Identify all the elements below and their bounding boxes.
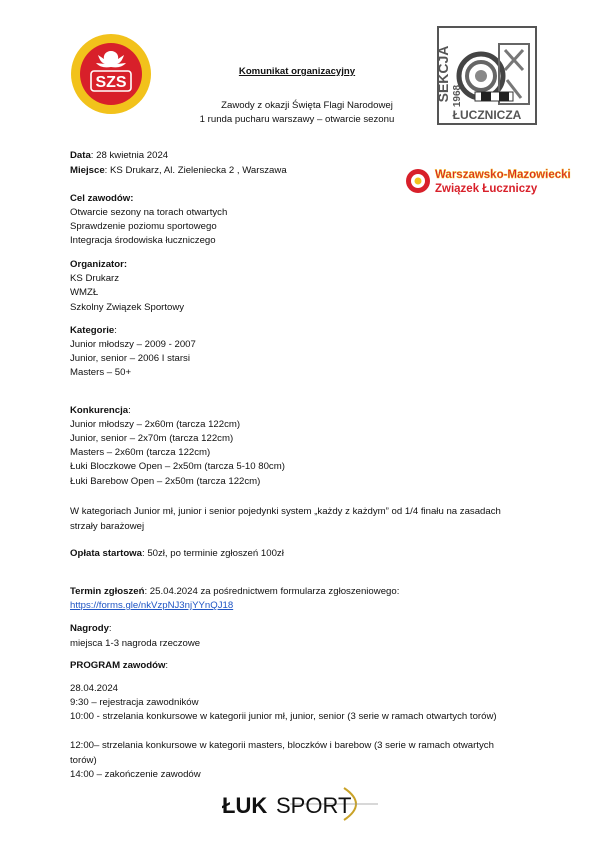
konkurencja-item: Junior młodszy – 2x60m (tarcza 122cm) <box>70 419 241 430</box>
konkurencja-heading <box>70 404 131 419</box>
wmzl-logo <box>405 165 575 197</box>
luksport-sport: SPORT <box>276 793 352 818</box>
organizator-item: WMZŁ <box>70 287 99 298</box>
page-title: Komunikat organizacyjny <box>238 66 356 77</box>
wmzl-line1: Warszawsko-Mazowiecki <box>435 169 571 181</box>
konkurencja-item: Łuki Bloczkowe Open – 2x50m (tarcza 5-10 80cm) <box>70 461 285 472</box>
date-label: Data <box>70 150 91 161</box>
kategorie-label: Kategorie <box>70 325 115 336</box>
nagrody-heading <box>70 622 112 637</box>
konkurencja-colon: : <box>128 405 131 416</box>
program-item: 10:00 - strzelania konkursowe w kategorii junior mł, junior, senior (3 serie w ramach otwartych torów) <box>70 711 497 722</box>
konkurencja-item: Masters – 2x60m (tarcza 122cm) <box>70 447 211 458</box>
kategorie-heading <box>70 324 117 339</box>
program-item: 9:30 – rejestracja zawodników <box>70 697 199 708</box>
program-colon: : <box>165 660 169 671</box>
fee-line <box>70 547 284 562</box>
place-value: : KS Drukarz, Al. Zieleniecka 2 , Warszawa <box>104 165 287 176</box>
cel-item: Integracja środowiska łuczniczego <box>70 235 216 246</box>
konkurencja-label: Konkurencja <box>70 405 129 416</box>
nagrody-label: Nagrody <box>70 623 109 634</box>
nagrody-colon: : <box>108 623 112 634</box>
cel-item: Sprawdzenie poziomu sportowego <box>70 221 217 232</box>
deadline-label: Termin zgłoszeń <box>70 586 145 597</box>
registration-form-link[interactable]: https://forms.gle/nkVzpNJ3njYYnQJ18 <box>70 600 234 611</box>
deadline-line <box>70 585 399 600</box>
fee-value: : 50zł, po terminie zgłoszeń 100zł <box>141 548 284 559</box>
subtitle-line1: Zawody z okazji Święta Flagi Narodowej <box>221 100 393 111</box>
program-label: PROGRAM zawodów <box>70 660 166 671</box>
deadline-value: : 25.04.2024 za pośrednictwem formularza zgłoszeniowego: <box>144 586 400 597</box>
kategorie-item: Junior młodszy – 2009 - 2007 <box>70 339 196 350</box>
nagrody-value: miejsca 1-3 nagroda rzeczowe <box>70 638 201 649</box>
konkurencja-item: Łuki Barebow Open – 2x50m (tarcza 122cm) <box>70 476 261 487</box>
organizator-item: Szkolny Związek Sportowy <box>70 302 185 313</box>
program-date: 28.04.2024 <box>70 683 119 694</box>
luksport-logo <box>218 784 388 824</box>
lucznicza-text: ŁUCZNICZA <box>452 108 522 122</box>
program-item: 14:00 – zakończenie zawodów <box>70 769 201 780</box>
szs-logo-text: SZS <box>95 74 127 91</box>
fee-label: Opłata startowa <box>70 548 142 559</box>
sekcja-text: SEKCJA <box>435 45 451 103</box>
konkurencja-item: Junior, senior – 2x70m (tarcza 122cm) <box>70 433 234 444</box>
place-line <box>70 164 287 179</box>
kategorie-colon: : <box>114 325 117 336</box>
place-label: Miejsce <box>70 165 105 176</box>
cel-label: Cel zawodów: <box>70 193 134 204</box>
system-note: W kategoriach Junior mł, junior i senior pojedynki system „każdy z każdym” od 1/4 finału na zasadach strzały barażowej <box>70 506 501 532</box>
program-item: 12:00– strzelania konkursowe w kategorii masters, bloczków i barebow (3 serie w ramach otwartych torów) <box>70 740 494 766</box>
wmzl-line2: Związek Łuczniczy <box>435 183 538 195</box>
sekcja-year: 1968 <box>452 84 463 108</box>
luksport-luk: ŁUK <box>222 793 268 818</box>
date-value: : 28 kwietnia 2024 <box>90 150 169 161</box>
kategorie-item: Masters – 50+ <box>70 367 132 378</box>
subtitle-line2: 1 runda pucharu warszawy – otwarcie sezonu <box>199 114 395 125</box>
szs-logo <box>70 33 152 115</box>
cel-item: Otwarcie sezony na torach otwartych <box>70 207 228 218</box>
organizator-label: Organizator: <box>70 259 128 270</box>
date-line <box>70 149 168 164</box>
organizator-item: KS Drukarz <box>70 273 120 284</box>
program-heading <box>70 659 168 674</box>
kategorie-item: Junior, senior – 2006 I starsi <box>70 353 190 364</box>
